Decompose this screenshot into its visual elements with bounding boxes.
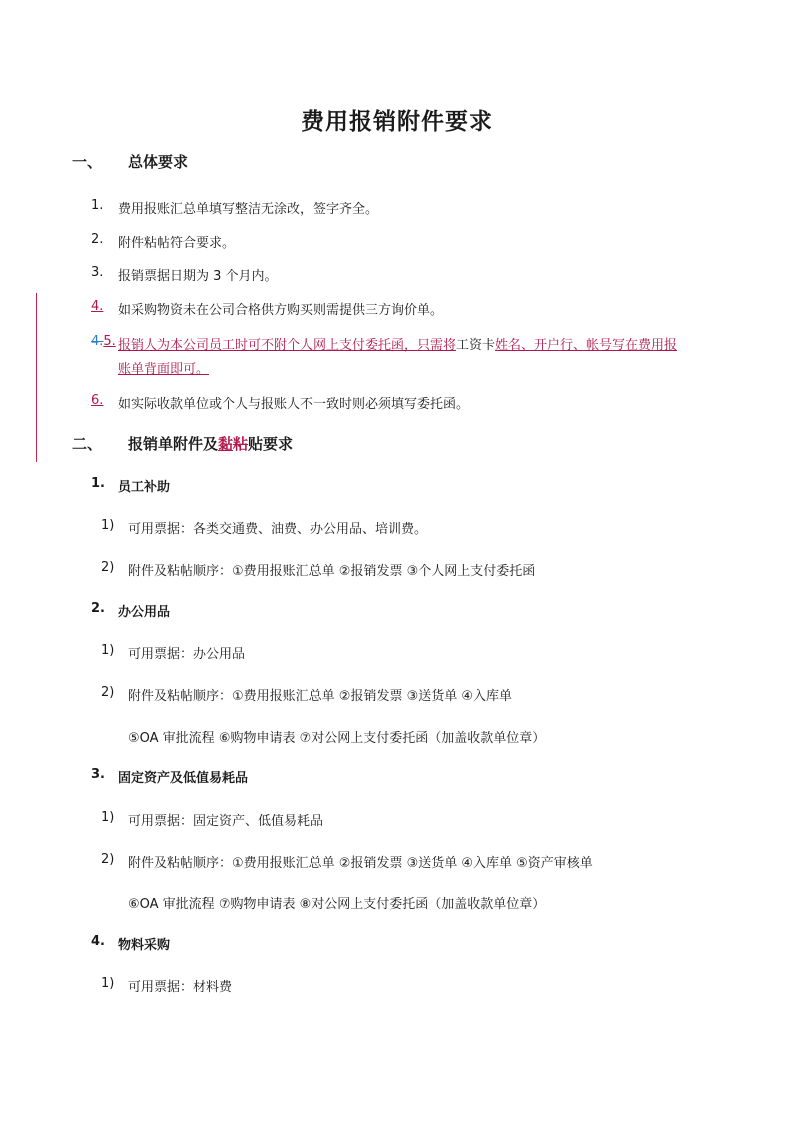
deleted-number: 4. bbox=[91, 334, 104, 349]
inserted-number: 5. bbox=[103, 334, 116, 349]
section-title: 总体要求 bbox=[128, 153, 189, 171]
page-title: 费用报销附件要求 bbox=[301, 109, 493, 135]
inserted-text: 姓名、开户行、帐号写在费用报 bbox=[495, 338, 678, 353]
change-bar bbox=[36, 293, 37, 462]
deleted-text: 粘 bbox=[233, 435, 249, 453]
section-number: 一、 bbox=[72, 153, 103, 171]
section-number: 二、 bbox=[72, 435, 103, 453]
list-item-continuation: ⑥OA 审批流程 ⑦购物申请表 ⑧对公网上支付委托函（加盖收款单位章） bbox=[128, 897, 546, 912]
inserted-text: 账单背面即可。 bbox=[118, 362, 210, 377]
list-item-continuation: ⑤OA 审批流程 ⑥购物申请表 ⑦对公网上支付委托函（加盖收款单位章） bbox=[128, 731, 546, 746]
list-item-continuation bbox=[118, 358, 209, 377]
inserted-number: 4. bbox=[91, 299, 104, 314]
inserted-number: 6. bbox=[91, 393, 104, 408]
inserted-text: 黏 bbox=[218, 435, 234, 453]
inserted-text: 报销人为本公司员工时可不附个人网上支付委托函，只需将 bbox=[118, 338, 457, 353]
